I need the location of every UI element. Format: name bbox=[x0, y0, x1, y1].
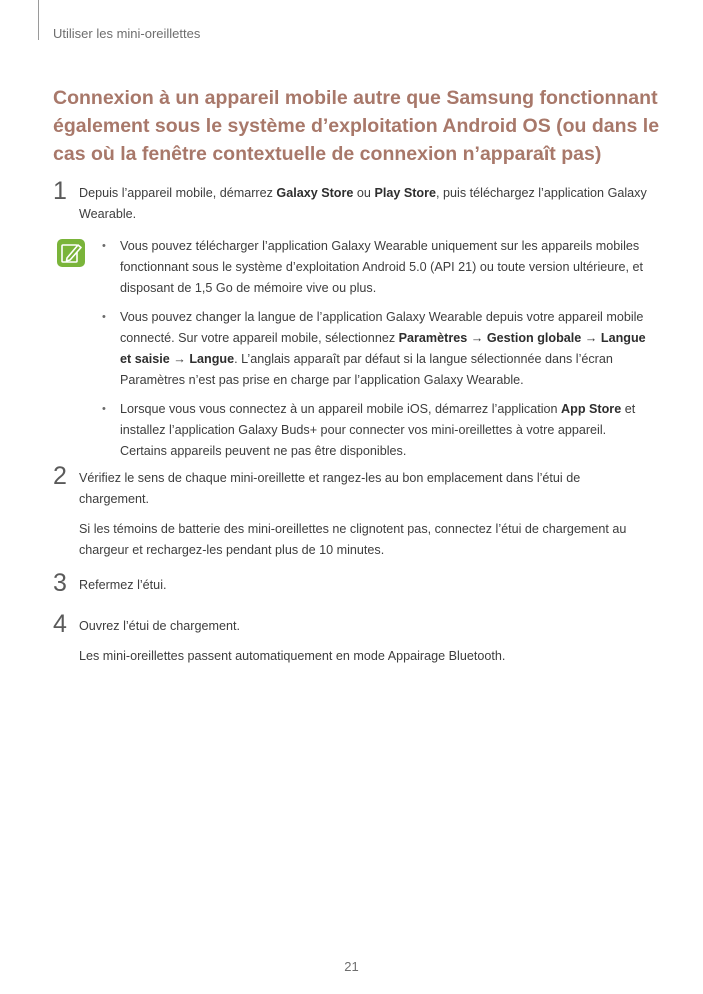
step-text: Refermez l’étui. bbox=[79, 578, 167, 592]
list-item: • Vous pouvez changer la langue de l’application Galaxy Wearable depuis votre appareil mobile connecté. Sur votre appareil mobile, sélectionnez Paramètres → Gestion globale → Langue et saisie → Langue. L’anglais apparaît par défaut si la langue sélectionnée dans l’écran Paramètres n’est pas prise en charge par l’application Galaxy Wearable. bbox=[120, 307, 653, 391]
bullet: • bbox=[102, 403, 106, 415]
arrow: → bbox=[467, 331, 487, 345]
step-number: 3 bbox=[53, 569, 67, 597]
play-store-label: Play Store bbox=[374, 186, 437, 200]
note-list bbox=[102, 236, 653, 462]
step-text: Depuis l’appareil mobile, démarrez Galaxy Store ou Play Store, puis téléchargez l’application Galaxy Wearable. bbox=[79, 186, 647, 221]
step-4 bbox=[53, 610, 653, 667]
gestion-globale-label: Gestion globale bbox=[486, 331, 582, 345]
note-block bbox=[53, 236, 653, 470]
bullet: • bbox=[102, 240, 106, 252]
galaxy-store-label: Galaxy Store bbox=[276, 186, 354, 200]
parametres-label: Paramètres bbox=[398, 331, 468, 345]
step-text: Ouvrez l’étui de chargement. bbox=[79, 619, 241, 633]
note-pencil-icon bbox=[56, 238, 86, 268]
step-2 bbox=[53, 462, 653, 561]
list-item: • Lorsque vous vous connectez à un appareil mobile iOS, démarrez l’application App Store et installez l’application Galaxy Buds+ pour connecter vos mini-oreillettes à votre appareil. Certains appareils peuvent ne pas être disponibles. bbox=[120, 399, 653, 462]
step-detail: Si les témoins de batterie des mini-oreillettes ne clignotent pas, connectez l’étui de chargement au chargeur et rechargez-les pendant plus de 10 minutes. bbox=[79, 522, 627, 557]
step-3 bbox=[53, 569, 653, 597]
bullet: • bbox=[102, 311, 106, 323]
step-number: 4 bbox=[53, 610, 67, 638]
header-rule bbox=[38, 0, 39, 40]
step-1 bbox=[53, 177, 653, 225]
langue-label: Langue bbox=[189, 352, 235, 366]
app-store-label: App Store bbox=[561, 402, 622, 416]
list-item: • Vous pouvez télécharger l’application Galaxy Wearable uniquement sur les appareils mobiles fonctionnant sous le système d’exploitation Android 5.0 (API 21) ou toute version ultérieure, et disposant de 1,5 Go de mémoire vive ou plus. bbox=[120, 236, 653, 299]
step-text: Vérifiez le sens de chaque mini-oreillette et rangez-les au bon emplacement dans l’étui de chargement. bbox=[79, 471, 581, 506]
arrow: → bbox=[581, 331, 601, 345]
langue-et-saisie-label: Langue et saisie bbox=[120, 331, 646, 366]
page-number: 21 bbox=[344, 959, 359, 974]
step-number: 1 bbox=[53, 177, 67, 205]
step-number: 2 bbox=[53, 462, 67, 490]
section-title: Connexion à un appareil mobile autre que Samsung fonctionnant également sous le système d’exploitation Android OS (ou dans le cas où la fenêtre contextuelle de connexion n’apparaît pas) bbox=[53, 87, 660, 165]
running-header: Utiliser les mini-oreillettes bbox=[53, 26, 201, 41]
step-detail: Les mini-oreillettes passent automatiquement en mode Appairage Bluetooth. bbox=[79, 649, 506, 663]
arrow: → bbox=[169, 352, 190, 366]
